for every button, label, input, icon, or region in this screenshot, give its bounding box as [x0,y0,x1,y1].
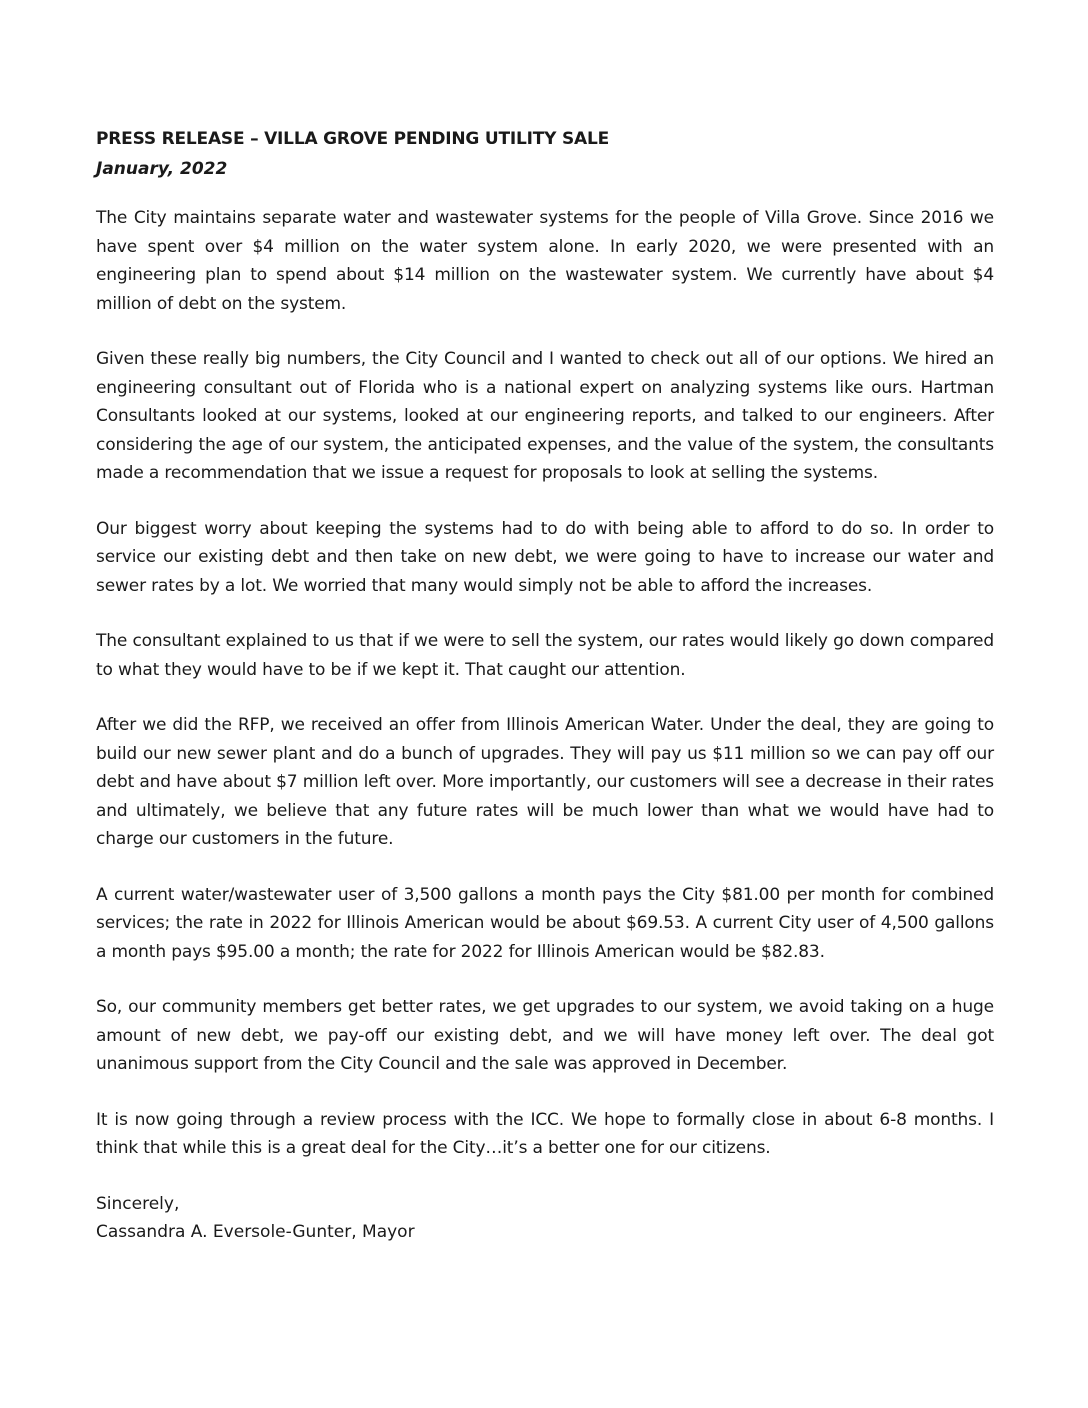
body-paragraph-3: Our biggest worry about keeping the systems had to do with being able to afford to do so. In order to service our existing debt and then take on new debt, we were going to have to increase our water and sewer rates by a lot. We worried that many would simply not be able to afford the increases. [96,518,994,596]
document-date: January, 2022 [96,159,228,179]
body-paragraph-8: It is now going through a review process with the ICC. We hope to formally close in about 6-8 months. I think that while this is a great deal for the City…it’s a better one for our citizens. [96,1109,994,1158]
closing-salutation: Sincerely, [96,1193,180,1214]
body-paragraph-2: Given these really big numbers, the City Council and I wanted to check out all of our options. We hired an engineering consultant out of Florida who is a national expert on analyzing systems like ours. Hartman Consultants looked at our systems, looked at our engineering reports, and talked to our engineers. After considering the age of our system, the anticipated expenses, and the value of the system, the consultants made a recommendation that we issue a request for proposals to look at selling the systems. [96,349,994,483]
body-paragraph-6: A current water/wastewater user of 3,500 gallons a month pays the City $81.00 per month for combined services; the rate in 2022 for Illinois American would be about $69.53. A current City user of 4,500 gallons a month pays $95.00 a month; the rate for 2022 for Illinois American would be $82.83. [96,884,994,962]
document-heading: PRESS RELEASE – VILLA GROVE PENDING UTILITY SALE [96,129,610,149]
body-paragraph-7: So, our community members get better rates, we get upgrades to our system, we avoid taking on a huge amount of new debt, we pay-off our existing debt, and we will have money left over. The deal got unanimous support from the City Council and the sale was approved in December. [96,997,994,1074]
body-paragraph-4: The consultant explained to us that if we were to sell the system, our rates would likely go down compared to what they would have to be if we kept it. That caught our attention. [96,631,994,680]
signature-line: Cassandra A. Eversole-Gunter, Mayor [96,1222,415,1242]
press-release-page [96,124,994,1247]
body-paragraph-1: The City maintains separate water and wastewater systems for the people of Villa Grove. Since 2016 we have spent over $4 million on the water system alone. In early 2020, we were presented with an engineering plan to spend about $14 million on the wastewater system. We currently have about $4 million of debt on the system. [96,208,994,314]
body-paragraph-5: After we did the RFP, we received an offer from Illinois American Water. Under the deal, they are going to build our new sewer plant and do a bunch of upgrades. They will pay us $11 million so we can pay off our debt and have about $7 million left over. More importantly, our customers will see a decrease in their rates and ultimately, we believe that any future rates will be much lower than what we would have had to charge our customers in the future. [96,715,994,849]
